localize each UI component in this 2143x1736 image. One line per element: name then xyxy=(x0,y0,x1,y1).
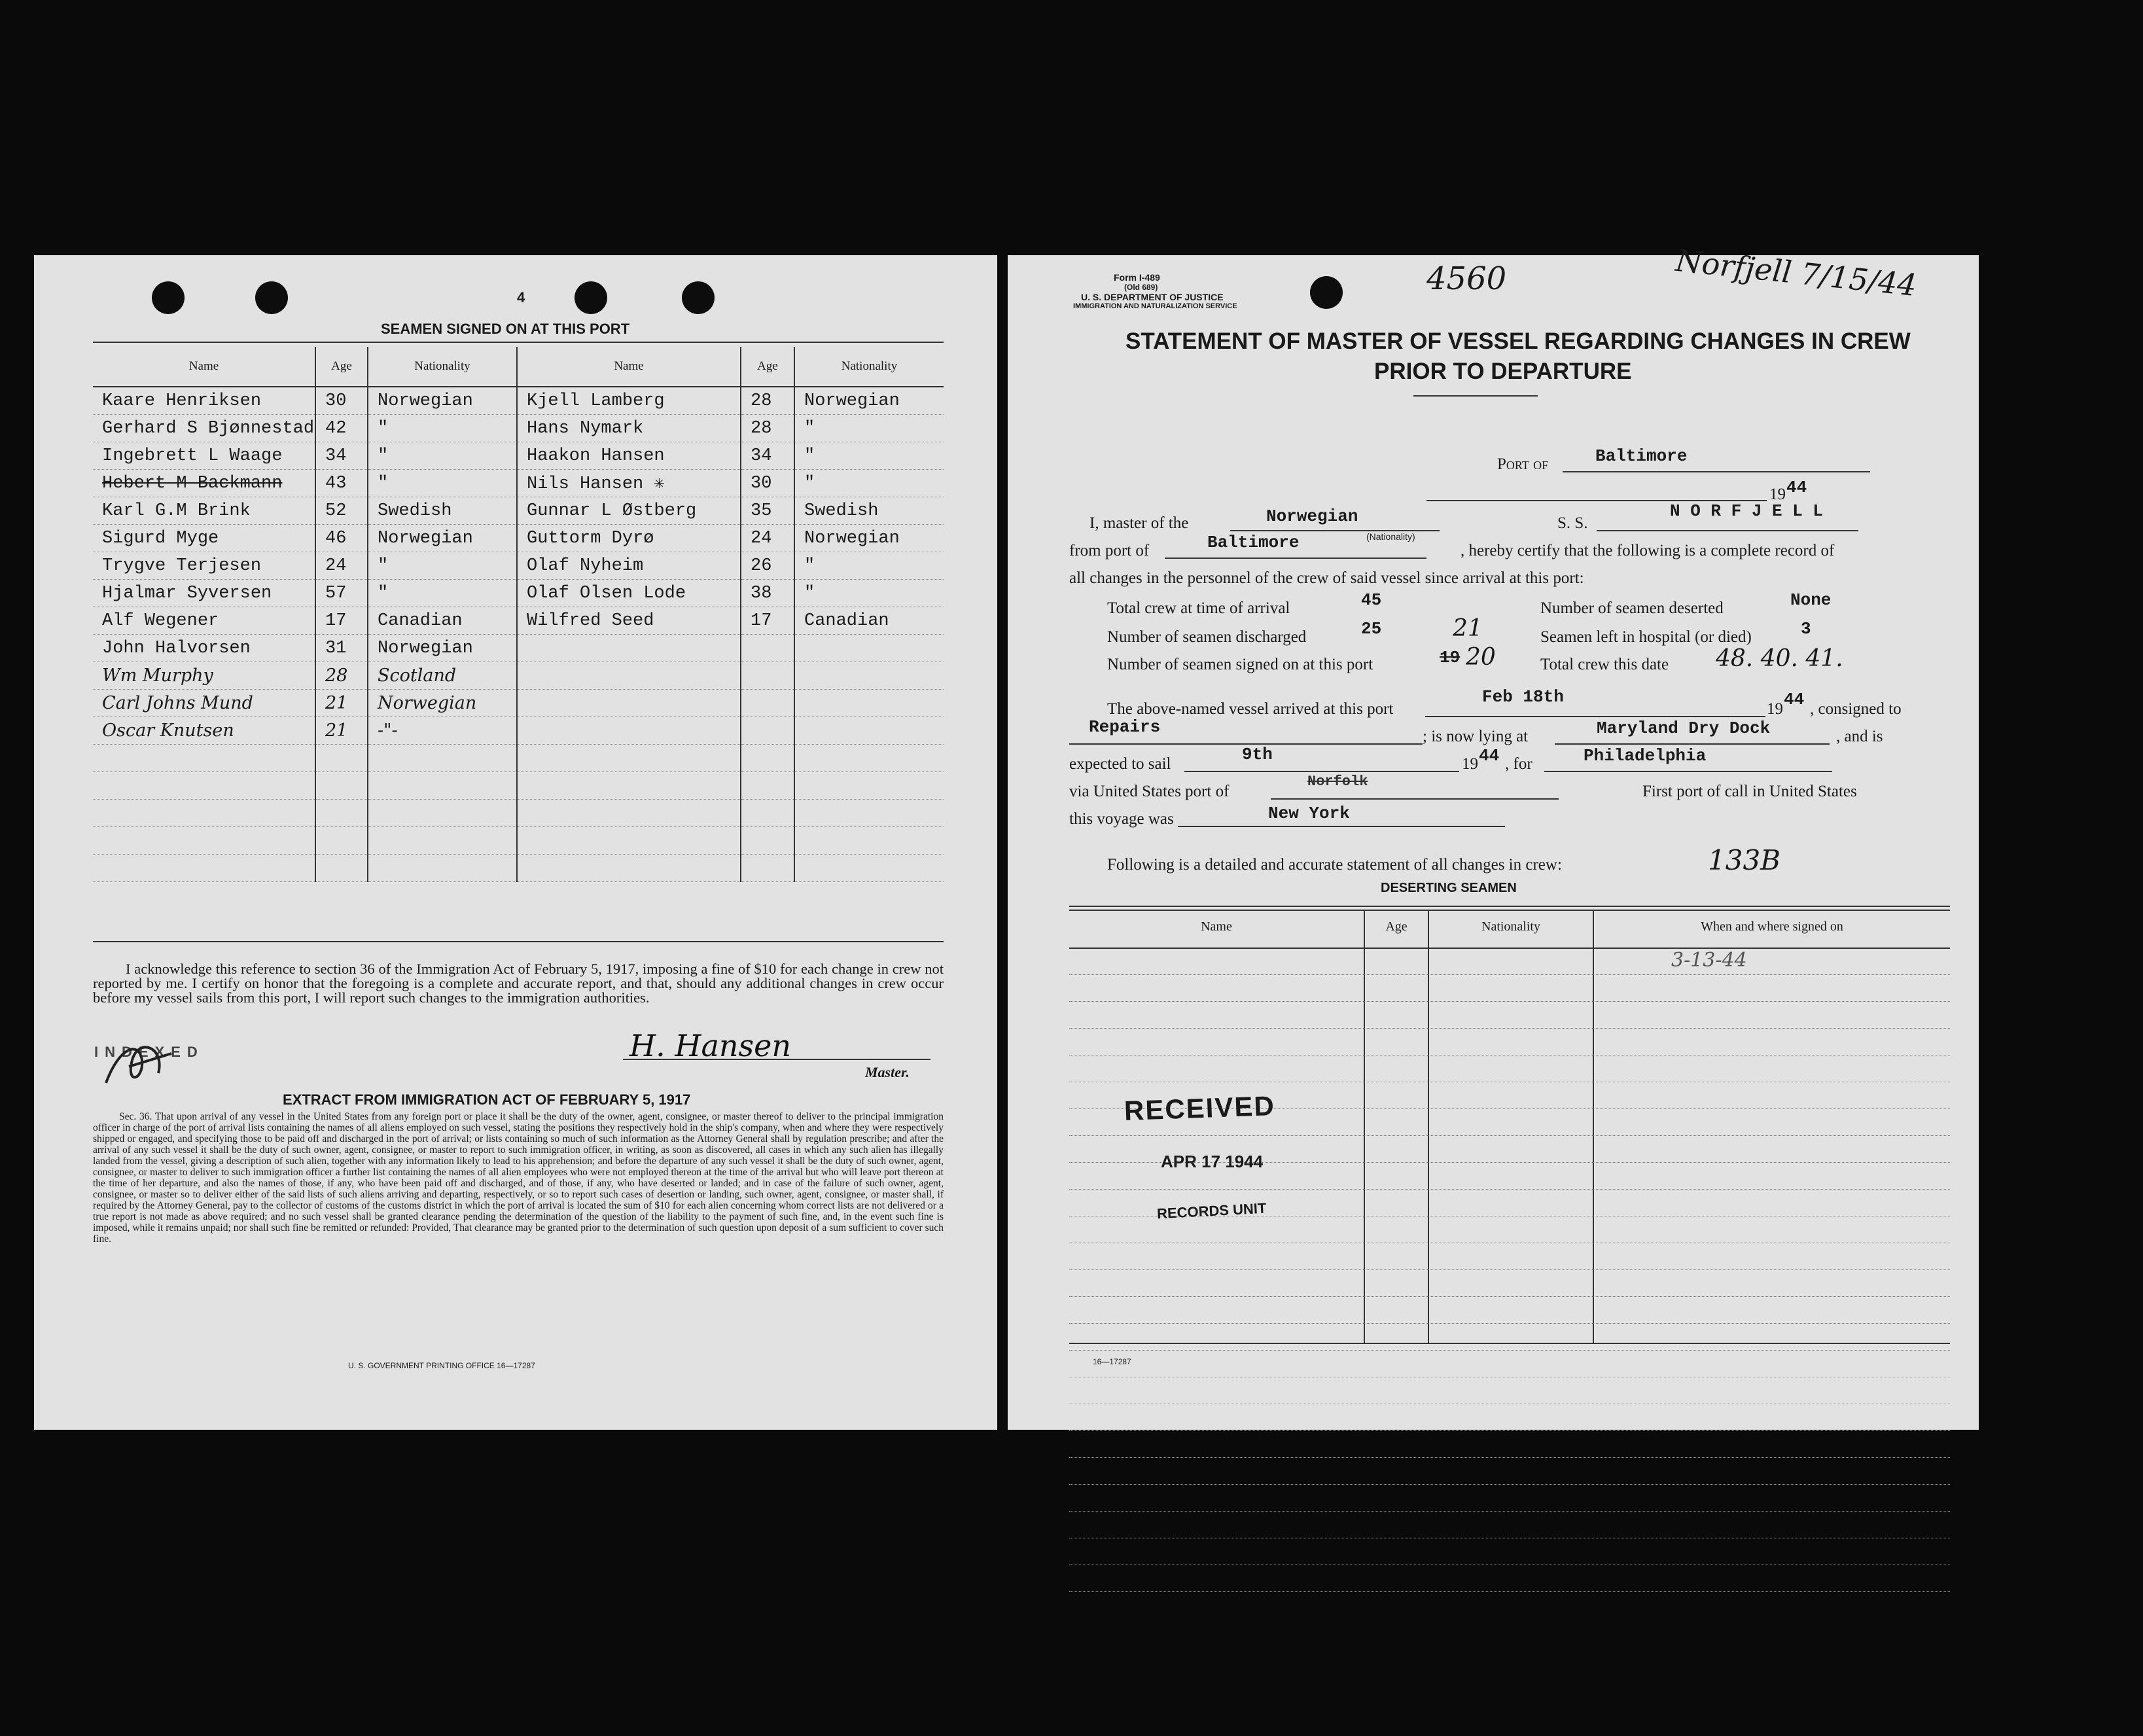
arrived-year-prefix: 19 xyxy=(1767,700,1783,718)
crew-name-cell: Kjell Lamberg xyxy=(517,387,741,415)
crew-nationality-cell: Norwegian xyxy=(368,525,517,552)
crew-name-cell xyxy=(517,635,741,662)
crew-age-cell xyxy=(315,800,368,827)
crew-age-cell xyxy=(741,772,794,800)
crew-name-cell: Olaf Nyheim xyxy=(517,552,741,580)
crew-age-cell: 24 xyxy=(741,525,794,552)
section-title: SEAMEN SIGNED ON AT THIS PORT xyxy=(381,321,630,337)
lying-value: Maryland Dry Dock xyxy=(1597,718,1771,738)
crew-age-cell: 31 xyxy=(315,635,368,662)
crew-name-cell: John Halvorsen xyxy=(93,635,315,662)
hospital-value: 3 xyxy=(1801,619,1811,639)
crew-nationality-cell: " xyxy=(368,470,517,497)
table-row xyxy=(93,497,944,525)
table-row xyxy=(93,580,944,607)
crew-name-cell xyxy=(517,855,741,882)
crew-name-cell: Nils Hansen ✳ xyxy=(517,470,741,497)
table-row xyxy=(93,470,944,497)
signed-on-table xyxy=(93,347,944,882)
from-port-value: Baltimore xyxy=(1207,533,1300,552)
arrived-label: The above-named vessel arrived at this port xyxy=(1107,700,1394,718)
divider xyxy=(93,941,944,942)
nationality-value: Norwegian xyxy=(1266,506,1358,526)
table-row xyxy=(93,525,944,552)
punch-hole xyxy=(575,281,607,314)
signed-on-correction: 20 xyxy=(1466,644,1496,671)
column-header: Age xyxy=(315,347,368,387)
following-text: Following is a detailed and accurate statement of all changes in crew: xyxy=(1107,856,1562,874)
nationality-label: (Nationality) xyxy=(1366,531,1415,542)
crew-name-cell: Hjalmar Syversen xyxy=(93,580,315,607)
crew-nationality-cell: " xyxy=(794,552,944,580)
crew-age-cell: 17 xyxy=(315,607,368,635)
crew-nationality-cell xyxy=(794,745,944,772)
changes-text: all changes in the personnel of the crew of said vessel since arrival at this port: xyxy=(1069,569,1584,587)
deserted-value: None xyxy=(1790,590,1832,610)
table-row xyxy=(93,800,944,827)
deserting-row-line xyxy=(1069,1350,1950,1351)
column-header: Age xyxy=(741,347,794,387)
discharged-correction: 21 xyxy=(1453,615,1483,642)
column-header: Name xyxy=(517,347,741,387)
master-label: Master. xyxy=(865,1064,910,1080)
table-header-row xyxy=(93,347,944,387)
deserting-row-line xyxy=(1069,1028,1950,1029)
table-row xyxy=(93,442,944,470)
for-value: Philadelphia xyxy=(1584,746,1707,766)
ss-label: S. S. xyxy=(1557,514,1588,532)
crew-name-cell xyxy=(517,827,741,855)
deserting-col-header: Nationality xyxy=(1429,911,1594,948)
table-row xyxy=(93,745,944,772)
crew-nationality-cell: Canadian xyxy=(368,607,517,635)
crew-name-cell xyxy=(517,800,741,827)
column-header: Name xyxy=(93,347,315,387)
crew-nationality-cell xyxy=(368,827,517,855)
crew-nationality-cell: " xyxy=(794,442,944,470)
crew-age-cell: 42 xyxy=(315,415,368,442)
crew-nationality-cell: " xyxy=(794,415,944,442)
crew-name-cell: Hebert M Backmann xyxy=(93,470,315,497)
deserting-row-line xyxy=(1069,1296,1950,1297)
crew-age-cell: 28 xyxy=(741,415,794,442)
discharged-value: 25 xyxy=(1361,619,1382,639)
expected-year-prefix: 19 xyxy=(1462,755,1478,773)
crew-nationality-cell: Scotland xyxy=(368,662,517,690)
deserting-row-line xyxy=(1069,1189,1950,1190)
crew-age-cell: 34 xyxy=(315,442,368,470)
crew-nationality-cell xyxy=(794,635,944,662)
signature-line xyxy=(623,1059,930,1060)
port-field-line xyxy=(1563,471,1870,472)
crew-age-cell: 30 xyxy=(741,470,794,497)
crew-name-cell xyxy=(517,717,741,745)
crew-name-cell: Guttorm Dyrø xyxy=(517,525,741,552)
master-of-label: I, master of the xyxy=(1089,514,1189,532)
crew-name-cell: Gerhard S Bjønnestad xyxy=(93,415,315,442)
crew-age-cell xyxy=(741,827,794,855)
punch-hole xyxy=(1310,276,1343,309)
total-crew-arrival-label: Total crew at time of arrival xyxy=(1107,599,1290,617)
table-row xyxy=(93,635,944,662)
deserting-row-line xyxy=(1069,1135,1950,1136)
expected-label: expected to sail xyxy=(1069,755,1171,773)
via-value: Norfolk xyxy=(1307,773,1368,790)
crew-age-cell: 24 xyxy=(315,552,368,580)
right-page xyxy=(1008,242,1979,1430)
crew-name-cell: Karl G.M Brink xyxy=(93,497,315,525)
crew-nationality-cell xyxy=(368,745,517,772)
service: IMMIGRATION AND NATURALIZATION SERVICE xyxy=(1073,302,1237,310)
expected-line xyxy=(1184,771,1459,772)
crew-name-cell xyxy=(93,855,315,882)
crew-nationality-cell: Norwegian xyxy=(368,387,517,415)
table-row xyxy=(93,607,944,635)
form-number: Form I-489 xyxy=(1114,272,1160,283)
voyage-line xyxy=(1178,826,1505,827)
crew-age-cell xyxy=(741,855,794,882)
crew-nationality-cell: " xyxy=(368,552,517,580)
crew-age-cell xyxy=(315,745,368,772)
deserting-note: 3-13-44 xyxy=(1671,949,1747,972)
crew-name-cell: Oscar Knutsen xyxy=(93,717,315,745)
table-row xyxy=(93,855,944,882)
crew-nationality-cell: Norwegian xyxy=(368,690,517,717)
crew-age-cell: 28 xyxy=(741,387,794,415)
for-line xyxy=(1544,771,1832,772)
crew-name-cell: Wilfred Seed xyxy=(517,607,741,635)
table-row xyxy=(93,387,944,415)
divider xyxy=(1069,948,1950,949)
deserting-row-line xyxy=(1069,1484,1950,1485)
handwritten-number: 4560 xyxy=(1426,260,1507,297)
crew-name-cell: Ingebrett L Waage xyxy=(93,442,315,470)
table-row xyxy=(93,772,944,800)
column-rule xyxy=(1593,911,1594,1343)
crew-nationality-cell: -"- xyxy=(368,717,517,745)
crew-name-cell: Haakon Hansen xyxy=(517,442,741,470)
deserting-row-line xyxy=(1069,1430,1950,1431)
signed-on-value: 19 xyxy=(1440,648,1461,667)
deserting-col-header: When and where signed on xyxy=(1701,919,1843,934)
via-label: via United States port of xyxy=(1069,783,1230,800)
column-rule xyxy=(1364,911,1365,1343)
title-underline xyxy=(1413,395,1538,397)
deserting-row-line xyxy=(1069,1591,1950,1592)
table-row xyxy=(93,552,944,580)
deserting-row-line xyxy=(1069,1001,1950,1002)
handwritten-note: Norfjell 7/15/44 xyxy=(1674,242,1919,304)
crew-nationality-cell xyxy=(794,717,944,745)
consigned-value: Repairs xyxy=(1089,717,1161,737)
crew-nationality-cell: " xyxy=(368,442,517,470)
crew-age-cell xyxy=(315,827,368,855)
department: U. S. DEPARTMENT OF JUSTICE xyxy=(1081,292,1224,302)
extract-text: Sec. 36. That upon arrival of any vessel in the United States from any foreign port or place it shall be the duty of the owner, agent, consignee, or master thereof to deliver to the principal immigration officer in charge of the port of arrival lists containing the names of all aliens employed on such vessel, stating the positions they respectively hold in the ship's company, when and where they were respectively shipped or engaged, and specifying those to be paid off and discharged in the port of arrival; or lists containing so much of such information as the Attorney General shall by regulation prescribe; and after the arrival of any such vessel it shall be the duty of such owner, agent, consignee, or master to report to such immigration officer, in writing, as soon as discovered, all cases in which any such alien has illegally landed from the vessel, giving a description of such alien, together with any information likely to lead to his apprehension; and before the departure of any such vessel it shall be the duty of such owner, agent, consignee, or master to deliver to such immigration officer a further list containing the names of all alien employees who were not employed thereon at the time of the arrival but who will leave port thereon at the time of her departure, and also the names of those, if any, who have been paid off and discharged, and of those, if any, who have deserted or landed; and in case of the failure of such owner, agent, consignee, or master so to deliver either of the said lists of such aliens arriving and departing, respectively, or so to report such cases of desertion or landing, such owner, agent, consignee, or master shall, if required by the Attorney General, pay to the collector of customs of the customs district in which the port of arrival is located the sum of $10 for each alien concerning whom correct lists are not delivered or a true report is not made as above required; and no such vessel shall be granted clearance pending the determination of the question of the liability to the payment of such fine, and, in the event such fine is imposed, while it remains unpaid; nor shall such fine be remitted or refunded: Provided, That clearance may be granted prior to the determination of such question upon deposit of a sum sufficient to cover such fine. xyxy=(93,1111,944,1245)
deserting-row-line xyxy=(1069,1323,1950,1324)
acknowledgment-text: I acknowledge this reference to section 36 of the Immigration Act of February 5, 1917, imposing a fine of $10 for each change in crew not reported by me. I certify on honor that the foregoing is a complete and accurate report, and that, should any additional changes in crew occur before my vessel sails from this port, I will report such changes to the immigration authorities. xyxy=(93,961,944,1006)
crew-nationality-cell xyxy=(794,800,944,827)
crew-nationality-cell: Norwegian xyxy=(368,635,517,662)
hospital-label: Seamen left in hospital (or died) xyxy=(1540,628,1752,646)
table-row xyxy=(93,662,944,690)
crew-name-cell xyxy=(93,800,315,827)
total-crew-date-label: Total crew this date xyxy=(1540,656,1669,673)
lying-label: ; is now lying at xyxy=(1423,728,1529,745)
left-page xyxy=(34,255,997,1430)
crew-nationality-cell xyxy=(794,690,944,717)
signed-on-label: Number of seamen signed on at this port xyxy=(1107,656,1373,673)
crew-age-cell: 17 xyxy=(741,607,794,635)
crew-age-cell xyxy=(741,800,794,827)
received-stamp: RECEIVED xyxy=(1124,1089,1276,1127)
arrived-value: Feb 18th xyxy=(1482,687,1564,707)
voyage-label: this voyage was xyxy=(1069,810,1174,828)
port-label: Port of xyxy=(1497,455,1549,473)
crew-age-cell: 38 xyxy=(741,580,794,607)
crew-age-cell: 46 xyxy=(315,525,368,552)
initials-mark xyxy=(93,1034,185,1096)
page-number: 4 xyxy=(517,289,525,306)
lying-line xyxy=(1555,743,1830,745)
signature-text: H. Hansen xyxy=(629,1028,791,1063)
via-line xyxy=(1271,798,1559,800)
divider xyxy=(1069,1343,1950,1344)
expected-value: 9th xyxy=(1242,745,1273,764)
deserting-title: DESERTING SEAMEN xyxy=(1381,881,1517,895)
deserting-col-header: Age xyxy=(1365,911,1429,948)
table-row xyxy=(93,717,944,745)
crew-name-cell xyxy=(517,745,741,772)
certify-text: , hereby certify that the following is a complete record of xyxy=(1461,542,1835,559)
crew-name-cell xyxy=(517,690,741,717)
crew-nationality-cell: " xyxy=(368,415,517,442)
title-line-1: STATEMENT OF MASTER OF VESSEL REGARDING CHANGES IN CREW xyxy=(1125,328,1911,354)
crew-nationality-cell: " xyxy=(794,580,944,607)
crew-name-cell: Kaare Henriksen xyxy=(93,387,315,415)
table-row xyxy=(93,827,944,855)
crew-age-cell xyxy=(741,717,794,745)
crew-nationality-cell: " xyxy=(368,580,517,607)
crew-age-cell xyxy=(741,745,794,772)
first-port-label: First port of call in United States xyxy=(1642,783,1857,800)
crew-nationality-cell xyxy=(368,800,517,827)
from-port-line xyxy=(1165,558,1426,559)
crew-age-cell: 34 xyxy=(741,442,794,470)
port-value: Baltimore xyxy=(1595,446,1688,466)
deserting-row-line xyxy=(1069,1457,1950,1458)
crew-age-cell: 21 xyxy=(315,717,368,745)
for-label: , for xyxy=(1505,755,1532,773)
crew-nationality-cell: Norwegian xyxy=(794,387,944,415)
crew-name-cell xyxy=(93,772,315,800)
crew-nationality-cell: " xyxy=(794,470,944,497)
crew-name-cell: Olaf Olsen Lode xyxy=(517,580,741,607)
table-row xyxy=(93,415,944,442)
crew-nationality-cell: Canadian xyxy=(794,607,944,635)
total-crew-arrival-value: 45 xyxy=(1361,590,1382,610)
form-old-number: (Old 689) xyxy=(1124,283,1158,292)
punch-hole xyxy=(152,281,185,314)
crew-nationality-cell: Swedish xyxy=(794,497,944,525)
crew-age-cell: 28 xyxy=(315,662,368,690)
divider xyxy=(1069,906,1950,907)
handwritten-code: 133B xyxy=(1708,844,1781,876)
crew-nationality-cell: Swedish xyxy=(368,497,517,525)
deserting-col-header: Name xyxy=(1069,911,1365,948)
crew-age-cell xyxy=(315,855,368,882)
crew-age-cell xyxy=(741,635,794,662)
crew-name-cell: Trygve Terjesen xyxy=(93,552,315,580)
crew-name-cell xyxy=(93,745,315,772)
crew-nationality-cell xyxy=(794,662,944,690)
punch-hole xyxy=(255,281,288,314)
crew-nationality-cell xyxy=(368,772,517,800)
crew-age-cell: 57 xyxy=(315,580,368,607)
master-signature xyxy=(623,1022,930,1068)
title-line-2: PRIOR TO DEPARTURE xyxy=(1374,359,1632,384)
deserting-row-line xyxy=(1069,1269,1950,1270)
divider xyxy=(93,342,944,343)
column-rule xyxy=(1428,911,1429,1343)
expected-year: 44 xyxy=(1479,746,1500,766)
voyage-value: New York xyxy=(1268,804,1350,823)
deserting-row-line xyxy=(1069,974,1950,975)
deserted-label: Number of seamen deserted xyxy=(1540,599,1724,617)
crew-nationality-cell xyxy=(794,855,944,882)
crew-name-cell xyxy=(517,662,741,690)
crew-age-cell xyxy=(315,772,368,800)
crew-age-cell: 52 xyxy=(315,497,368,525)
year-value: 44 xyxy=(1786,478,1807,497)
crew-name-cell: Hans Nymark xyxy=(517,415,741,442)
received-date: APR 17 1944 xyxy=(1161,1152,1264,1171)
punch-hole xyxy=(682,281,715,314)
year-prefix: 19 xyxy=(1769,486,1786,503)
crew-nationality-cell: Norwegian xyxy=(794,525,944,552)
deserting-table xyxy=(1069,910,1950,1598)
and-is-text: , and is xyxy=(1836,728,1883,745)
crew-nationality-cell xyxy=(368,855,517,882)
crew-name-cell xyxy=(517,772,741,800)
deserting-row-line xyxy=(1069,1511,1950,1512)
crew-age-cell xyxy=(741,662,794,690)
from-port-label: from port of xyxy=(1069,542,1150,559)
crew-age-cell: 26 xyxy=(741,552,794,580)
ship-name-line xyxy=(1597,530,1858,531)
crew-age-cell: 21 xyxy=(315,690,368,717)
crew-age-cell xyxy=(741,690,794,717)
crew-name-cell: Wm Murphy xyxy=(93,662,315,690)
column-header: Nationality xyxy=(794,347,944,387)
crew-name-cell: Gunnar L Østberg xyxy=(517,497,741,525)
printer-line: U. S. GOVERNMENT PRINTING OFFICE 16—17287 xyxy=(348,1361,535,1370)
column-header: Nationality xyxy=(368,347,517,387)
crew-name-cell xyxy=(93,827,315,855)
records-unit: RECORDS UNIT xyxy=(1156,1199,1267,1222)
arrived-line xyxy=(1425,716,1765,717)
crew-age-cell: 35 xyxy=(741,497,794,525)
crew-name-cell: Carl Johns Mund xyxy=(93,690,315,717)
total-crew-date-value: 48. 40. 41. xyxy=(1716,645,1843,672)
crew-age-cell: 43 xyxy=(315,470,368,497)
printer-line: 16—17287 xyxy=(1093,1357,1131,1366)
crew-nationality-cell xyxy=(794,772,944,800)
crew-name-cell: Alf Wegener xyxy=(93,607,315,635)
crew-nationality-cell xyxy=(794,827,944,855)
crew-age-cell: 30 xyxy=(315,387,368,415)
indexed-stamp: INDEXED xyxy=(94,1044,204,1060)
ship-name: N O R F J E L L xyxy=(1670,501,1824,521)
table-row xyxy=(93,690,944,717)
arrived-year: 44 xyxy=(1784,690,1805,709)
discharged-label: Number of seamen discharged xyxy=(1107,628,1307,646)
crew-name-cell: Sigurd Myge xyxy=(93,525,315,552)
consigned-label: , consigned to xyxy=(1810,700,1902,718)
extract-title: EXTRACT FROM IMMIGRATION ACT OF FEBRUARY 5, 1917 xyxy=(283,1091,691,1108)
